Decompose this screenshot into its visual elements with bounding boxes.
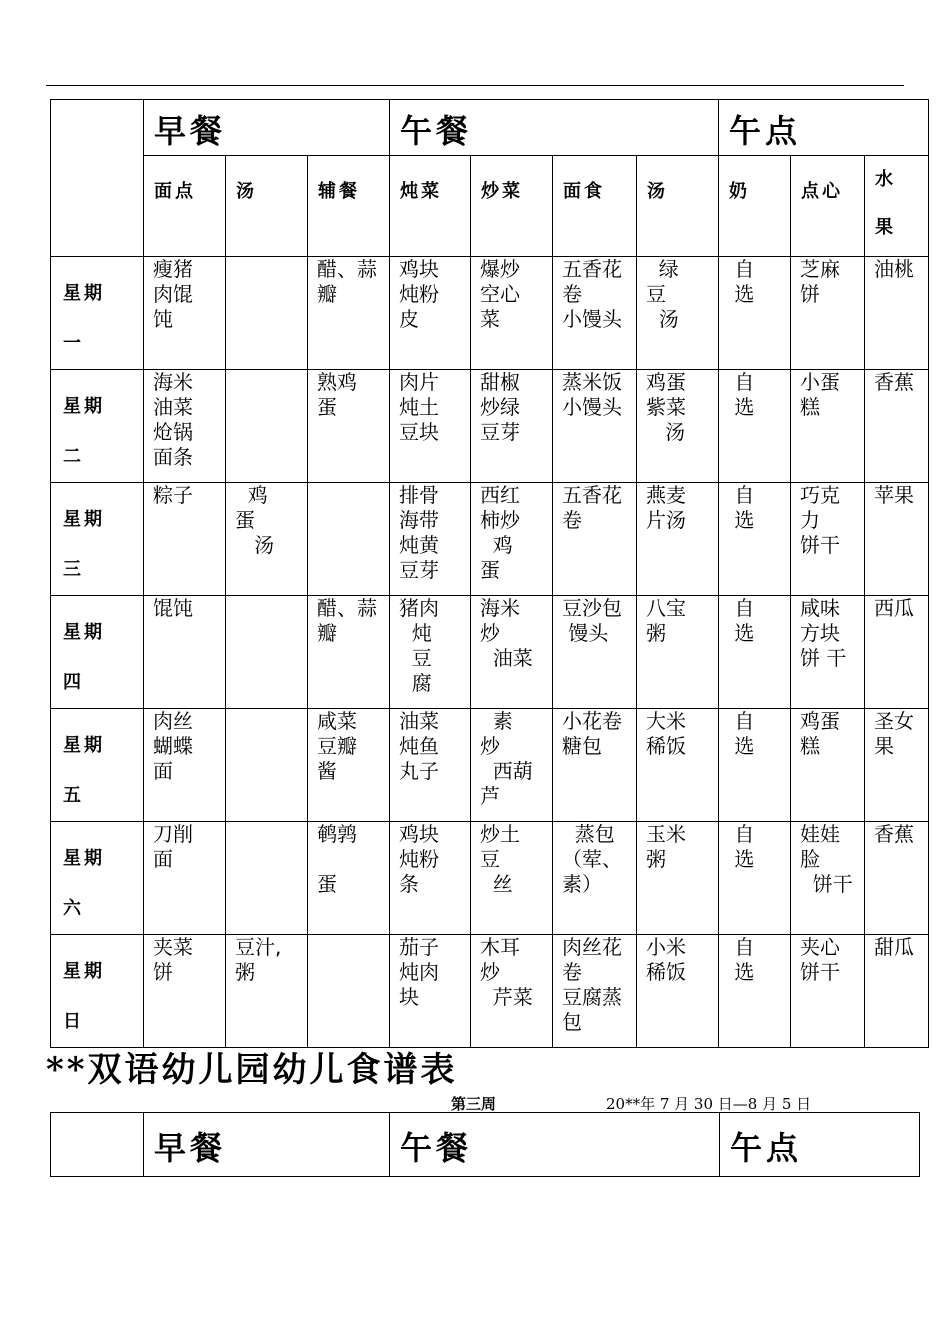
menu-item-line: 面 xyxy=(153,759,173,783)
menu-item-line: 豆 xyxy=(399,646,432,670)
menu-cell xyxy=(791,596,865,709)
menu-item-line: 菜 xyxy=(480,307,500,331)
menu-item-line: 馒头 xyxy=(562,621,609,645)
column-header: 辅餐 xyxy=(308,156,390,257)
menu-item-line: 瘦猪 xyxy=(153,257,193,281)
menu-item-line: 炖粉 xyxy=(399,282,439,306)
day-label-part: 星期 xyxy=(63,961,105,982)
menu-item-line: 自 xyxy=(728,370,755,394)
menu-item-line: 油菜 xyxy=(399,709,439,733)
menu-item-line: 鸡块 xyxy=(399,822,439,846)
menu-cell xyxy=(637,935,719,1048)
menu-item-line: 饼 xyxy=(800,282,821,306)
menu-item-line: 饼 干 xyxy=(800,646,847,670)
day-label-part: 星期 xyxy=(63,622,105,643)
menu-item-line: 大米 xyxy=(646,709,686,733)
menu-item-line: 甜瓜 xyxy=(874,935,915,959)
menu-item-line: 自 xyxy=(728,483,755,507)
menu-cell xyxy=(719,596,791,709)
menu-cell xyxy=(226,483,308,596)
table-row xyxy=(51,596,929,709)
day-label-part: 四 xyxy=(63,672,84,693)
menu-cell xyxy=(226,257,308,370)
menu-item-line: 五香花 xyxy=(562,257,622,281)
menu-item-line: 炖粉 xyxy=(399,847,439,871)
menu-item-line: 饼 xyxy=(153,960,173,984)
day-label xyxy=(51,483,144,596)
menu-item-line: 选 xyxy=(728,960,755,984)
menu-item-line: 油菜 xyxy=(153,395,193,419)
menu-item-line: 芦 xyxy=(480,784,500,808)
menu-item-line: 夹菜 xyxy=(153,935,193,959)
menu-item-line: 鸡 xyxy=(235,483,268,507)
menu-item-line: 瓣 xyxy=(317,282,337,306)
menu-item-line: 炒 xyxy=(480,960,500,984)
menu-cell xyxy=(719,257,791,370)
menu-item-line: 素） xyxy=(562,872,602,896)
menu-cell xyxy=(553,935,637,1048)
day-label-part: 星期 xyxy=(63,848,105,869)
menu-item-line: 粥 xyxy=(235,960,255,984)
table-row xyxy=(51,257,929,370)
menu-item-line: （荤、 xyxy=(562,847,622,871)
menu-item-line: 燕麦 xyxy=(646,483,686,507)
menu-cell xyxy=(791,935,865,1048)
menu-item-line: 豆芽 xyxy=(480,420,520,444)
day-label-part: 星期 xyxy=(63,283,105,304)
menu-cell xyxy=(471,822,553,935)
menu-item-line: 肉丝花 xyxy=(562,935,622,959)
menu-item-line: 空心 xyxy=(480,282,520,306)
page-title: **双语幼儿园幼儿食谱表 xyxy=(46,1050,458,1090)
menu-item-line: 选 xyxy=(728,508,755,532)
menu-cell xyxy=(637,709,719,822)
top-rule xyxy=(46,85,904,86)
menu-item-line: 爆炒 xyxy=(480,257,520,281)
lunch-header: 午餐 xyxy=(390,1113,720,1177)
day-label xyxy=(51,822,144,935)
menu-item-line: 选 xyxy=(728,734,755,758)
menu-item-line: 块 xyxy=(399,985,419,1009)
menu-item-line: 猪肉 xyxy=(399,596,439,620)
menu-item-line: 丸子 xyxy=(399,759,439,783)
menu-cell xyxy=(637,483,719,596)
menu-item-line: 豆沙包 xyxy=(562,596,622,620)
menu-item-line: 粥 xyxy=(646,621,666,645)
menu-item-line: 排骨 xyxy=(399,483,439,507)
menu-item-line: 海米 xyxy=(153,370,193,394)
menu-item-line: 鸡块 xyxy=(399,257,439,281)
menu-item-line: 饼干 xyxy=(800,960,841,984)
menu-item-line: 卷 xyxy=(562,282,582,306)
menu-item-line: 咸菜 xyxy=(317,709,357,733)
menu-item-line: 炖肉 xyxy=(399,960,439,984)
menu-item-line: 脸 xyxy=(800,847,821,871)
menu-item-line: 豆 xyxy=(646,282,666,306)
column-header-char: 水 xyxy=(875,169,897,190)
menu-cell xyxy=(553,370,637,483)
column-header: 汤 xyxy=(226,156,308,257)
menu-item-line xyxy=(317,847,389,872)
menu-item-line: 炒 xyxy=(480,734,500,758)
day-label-part: 二 xyxy=(63,446,84,467)
table-row xyxy=(51,370,929,483)
menu-item-line: 豆腐蒸 xyxy=(562,985,622,1009)
breakfast-header: 早餐 xyxy=(144,1113,390,1177)
day-label xyxy=(51,596,144,709)
menu-cell xyxy=(553,709,637,822)
menu-cell xyxy=(226,822,308,935)
menu-item-line: 蛋 xyxy=(480,558,500,582)
menu-cell xyxy=(637,822,719,935)
day-label xyxy=(51,257,144,370)
menu-cell xyxy=(791,709,865,822)
menu-item-line: 木耳 xyxy=(480,935,520,959)
menu-item-line: 小蛋 xyxy=(800,370,841,394)
menu-item-line: 豆汁, xyxy=(235,935,282,959)
day-label-part: 三 xyxy=(63,559,84,580)
menu-item-line: 丝 xyxy=(480,872,513,896)
menu-item-line: 小馒头 xyxy=(562,395,622,419)
column-header: 面食 xyxy=(553,156,637,257)
menu-item-line: 稀饭 xyxy=(646,960,686,984)
menu-item-line: 肉丝 xyxy=(153,709,193,733)
menu-cell xyxy=(308,822,390,935)
menu-item-line: 夹心 xyxy=(800,935,841,959)
menu-cell xyxy=(637,257,719,370)
menu-cell xyxy=(865,370,929,483)
day-label xyxy=(51,935,144,1048)
menu-cell xyxy=(144,257,226,370)
table-row xyxy=(51,709,929,822)
column-header: 炖菜 xyxy=(390,156,471,257)
menu-item-line: 炒土 xyxy=(480,822,520,846)
column-header: 面点 xyxy=(144,156,226,257)
menu-item-line: 方块 xyxy=(800,621,841,645)
column-header: 奶 xyxy=(719,156,791,257)
menu-item-line: 鸡 xyxy=(480,533,513,557)
menu-cell xyxy=(144,596,226,709)
menu-cell xyxy=(144,935,226,1048)
menu-item-line: 炖土 xyxy=(399,395,439,419)
menu-item-line: 西葫 xyxy=(480,759,533,783)
menu-cell xyxy=(553,822,637,935)
menu-item-line: 圣女 xyxy=(874,709,915,733)
column-header: 点心 xyxy=(791,156,865,257)
menu-cell xyxy=(719,483,791,596)
menu-item-line: 蛋 xyxy=(235,508,255,532)
menu-cell xyxy=(226,370,308,483)
menu-item-line: 炖鱼 xyxy=(399,734,439,758)
menu-item-line: 粽子 xyxy=(153,483,193,507)
menu-item-line: 豆芽 xyxy=(399,558,439,582)
menu-item-line: 五香花 xyxy=(562,483,622,507)
menu-item-line: 卷 xyxy=(562,508,582,532)
date-range: 20**年 7 月 30 日—8 月 5 日 xyxy=(606,1095,812,1113)
menu-item-line: 汤 xyxy=(646,420,686,444)
snack-header: 午点 xyxy=(719,100,929,156)
menu-cell xyxy=(791,822,865,935)
menu-cell xyxy=(308,483,390,596)
menu-cell xyxy=(791,483,865,596)
menu-item-line: 鸡蛋 xyxy=(646,370,686,394)
column-header-char: 果 xyxy=(875,217,897,238)
menu-item-line: 饼干 xyxy=(800,872,853,896)
week-label: 第三周 xyxy=(451,1095,497,1113)
menu-item-line: 果 xyxy=(874,734,895,758)
menu-item-line: 馄饨 xyxy=(153,596,193,620)
menu-item-line: 自 xyxy=(728,257,755,281)
menu-item-line: 稀饭 xyxy=(646,734,686,758)
day-label-part: 星期 xyxy=(63,735,105,756)
menu-item-line: 豆 xyxy=(480,847,500,871)
menu-cell xyxy=(719,822,791,935)
menu-item-line: 自 xyxy=(728,596,755,620)
day-label-part: 五 xyxy=(63,785,84,806)
menu-cell xyxy=(865,596,929,709)
menu-cell xyxy=(308,596,390,709)
menu-item-line: 炝锅 xyxy=(153,420,193,444)
menu-item-line: 片汤 xyxy=(646,508,686,532)
menu-item-line: 西红 xyxy=(480,483,520,507)
menu-item-line: 炖 xyxy=(399,621,432,645)
menu-cell xyxy=(390,822,471,935)
menu-item-line: 力 xyxy=(800,508,821,532)
menu-item-line: 鸡蛋 xyxy=(800,709,841,733)
menu-item-line: 选 xyxy=(728,282,755,306)
day-label xyxy=(51,709,144,822)
menu-item-line: 选 xyxy=(728,395,755,419)
menu-cell xyxy=(637,596,719,709)
menu-cell xyxy=(719,935,791,1048)
menu-item-line: 包 xyxy=(562,1010,582,1034)
menu-item-line: 酱 xyxy=(317,759,337,783)
menu-item-line: 饼干 xyxy=(800,533,841,557)
menu-cell xyxy=(226,935,308,1048)
menu-cell xyxy=(144,822,226,935)
menu-item-line: 腐 xyxy=(399,671,432,695)
menu-cell xyxy=(553,483,637,596)
menu-item-line: 蒸包 xyxy=(562,822,615,846)
menu-item-line: 肉片 xyxy=(399,370,439,394)
menu-item-line: 咸味 xyxy=(800,596,841,620)
menu-cell xyxy=(471,935,553,1048)
menu-item-line: 蒸米饭 xyxy=(562,370,622,394)
menu-item-line: 紫菜 xyxy=(646,395,686,419)
menu-item-line: 芹菜 xyxy=(480,985,533,1009)
menu-item-line: 条 xyxy=(399,872,419,896)
menu-cell xyxy=(865,935,929,1048)
menu-item-line: 糖包 xyxy=(562,734,602,758)
menu-item-line: 茄子 xyxy=(399,935,439,959)
menu-item-line: 豆块 xyxy=(399,420,439,444)
day-label-part: 六 xyxy=(63,898,84,919)
menu-item-line: 自 xyxy=(728,935,755,959)
table-row xyxy=(51,822,929,935)
menu-item-line: 小米 xyxy=(646,935,686,959)
lunch-header: 午餐 xyxy=(390,100,719,156)
menu-item-line: 糕 xyxy=(800,395,821,419)
menu-item-line: 巧克 xyxy=(800,483,841,507)
menu-item-line: 素 xyxy=(480,709,513,733)
menu-cell xyxy=(471,370,553,483)
menu-item-line: 甜椒 xyxy=(480,370,520,394)
menu-item-line: 炒绿 xyxy=(480,395,520,419)
day-label-part: 星期 xyxy=(63,509,105,530)
menu-item-line: 油桃 xyxy=(874,257,915,281)
menu-item-line: 芝麻 xyxy=(800,257,841,281)
menu-cell xyxy=(390,257,471,370)
menu-cell xyxy=(390,483,471,596)
menu-item-line: 八宝 xyxy=(646,596,686,620)
menu-cell xyxy=(471,483,553,596)
menu-item-line: 蛋 xyxy=(317,395,337,419)
menu-item-line: 绿 xyxy=(646,257,679,281)
menu-item-line: 西瓜 xyxy=(874,596,915,620)
day-label-part: 星期 xyxy=(63,396,105,417)
menu-item-line: 自 xyxy=(728,709,755,733)
menu-cell xyxy=(471,257,553,370)
menu-cell xyxy=(791,257,865,370)
menu-item-line: 选 xyxy=(728,621,755,645)
menu-cell xyxy=(390,370,471,483)
day-label xyxy=(51,370,144,483)
menu-item-line: 面 xyxy=(153,847,173,871)
menu-cell xyxy=(791,370,865,483)
column-header: 汤 xyxy=(637,156,719,257)
menu-cell xyxy=(144,370,226,483)
menu-cell xyxy=(308,709,390,822)
menu-item-line: 豆瓣 xyxy=(317,734,357,758)
menu-cell xyxy=(144,709,226,822)
menu-item-line: 娃娃 xyxy=(800,822,841,846)
menu-cell xyxy=(719,709,791,822)
menu-cell xyxy=(390,596,471,709)
menu-item-line: 卷 xyxy=(562,960,582,984)
menu-cell xyxy=(865,257,929,370)
menu-item-line: 汤 xyxy=(646,307,679,331)
menu-item-line: 鹌鹑 xyxy=(317,822,357,846)
column-header: 炒菜 xyxy=(471,156,553,257)
menu-table-next xyxy=(50,1112,920,1177)
menu-table xyxy=(50,99,929,1048)
menu-item-line: 小花卷 xyxy=(562,709,622,733)
menu-item-line: 油菜 xyxy=(480,646,533,670)
menu-item-line: 糕 xyxy=(800,734,821,758)
menu-cell xyxy=(865,483,929,596)
menu-item-line: 刀削 xyxy=(153,822,193,846)
menu-cell xyxy=(390,935,471,1048)
menu-cell xyxy=(308,257,390,370)
corner-cell xyxy=(51,100,144,257)
corner-cell xyxy=(51,1113,144,1177)
menu-item-line: 瓣 xyxy=(317,621,337,645)
menu-item-line: 肉馄 xyxy=(153,282,193,306)
menu-item-line: 汤 xyxy=(235,533,275,557)
menu-item-line: 自 xyxy=(728,822,755,846)
menu-item-line: 醋、蒜 xyxy=(317,596,377,620)
menu-item-line: 粥 xyxy=(646,847,666,871)
menu-item-line: 玉米 xyxy=(646,822,686,846)
menu-cell xyxy=(226,596,308,709)
menu-item-line: 苹果 xyxy=(874,483,915,507)
menu-cell xyxy=(308,935,390,1048)
menu-item-line: 炒 xyxy=(480,621,500,645)
menu-item-line: 香蕉 xyxy=(874,822,915,846)
menu-item-line: 饨 xyxy=(153,307,173,331)
menu-cell xyxy=(865,822,929,935)
menu-item-line: 柿炒 xyxy=(480,508,520,532)
menu-cell xyxy=(308,370,390,483)
menu-cell xyxy=(553,257,637,370)
menu-item-line: 蝴蝶 xyxy=(153,734,193,758)
table-row xyxy=(51,935,929,1048)
breakfast-header: 早餐 xyxy=(144,100,390,156)
menu-cell xyxy=(144,483,226,596)
day-label-part: 日 xyxy=(63,1011,84,1032)
menu-cell xyxy=(226,709,308,822)
column-header xyxy=(865,156,929,257)
menu-cell xyxy=(471,596,553,709)
menu-item-line: 炖黄 xyxy=(399,533,439,557)
menu-item-line: 海米 xyxy=(480,596,520,620)
menu-cell xyxy=(865,709,929,822)
menu-item-line: 蛋 xyxy=(317,872,337,896)
menu-item-line: 醋、蒜 xyxy=(317,257,377,281)
menu-item-line: 香蕉 xyxy=(874,370,915,394)
menu-item-line: 小馒头 xyxy=(562,307,622,331)
menu-cell xyxy=(719,370,791,483)
menu-item-line: 皮 xyxy=(399,307,419,331)
snack-header: 午点 xyxy=(720,1113,920,1177)
day-label-part: 一 xyxy=(63,333,84,354)
menu-item-line: 熟鸡 xyxy=(317,370,357,394)
table-row xyxy=(51,483,929,596)
menu-cell xyxy=(390,709,471,822)
menu-item-line: 面条 xyxy=(153,445,193,469)
menu-cell xyxy=(471,709,553,822)
menu-item-line: 海带 xyxy=(399,508,439,532)
menu-cell xyxy=(637,370,719,483)
menu-cell xyxy=(553,596,637,709)
menu-item-line: 选 xyxy=(728,847,755,871)
